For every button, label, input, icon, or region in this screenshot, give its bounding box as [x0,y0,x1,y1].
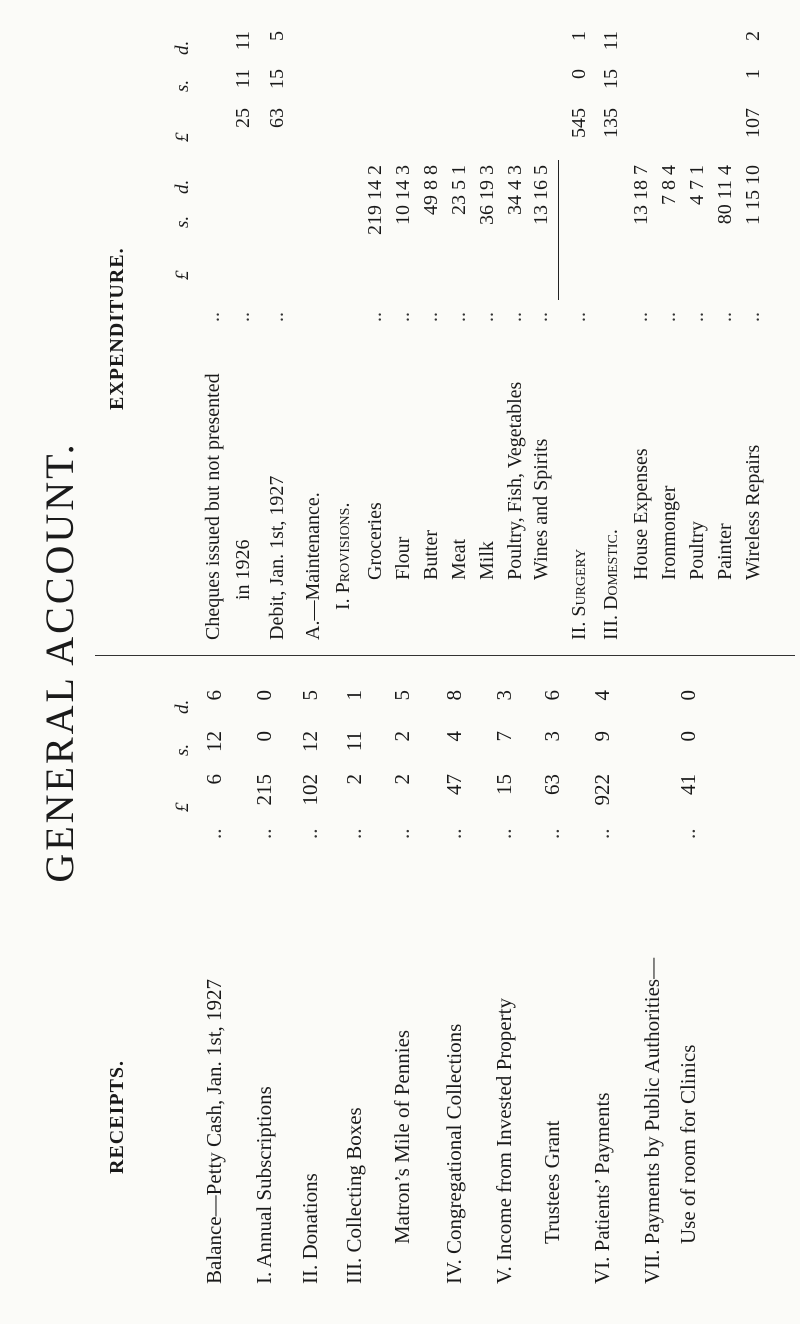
receipts-section [106,669,796,1284]
pence-value: 3 [492,690,516,701]
shillings-value: 1 [742,69,764,79]
pence-value: 11 [232,31,254,51]
pounds-value: 25 [232,108,254,128]
row-label: Ironmonger [658,485,680,580]
shillings-value: 15 [266,69,288,89]
inner-amount: 36 19 3 [476,165,498,225]
shillings-value: 0 [676,731,700,742]
row-label: II. Surgery [568,548,590,640]
row-label: Meat [448,538,470,580]
pounds-value: 215 [252,774,276,806]
inner-amount: 34 4 3 [504,165,526,215]
inner-amount: 13 16 5 [530,165,552,225]
leader-dots: .. [568,312,590,322]
inner-pence-header: d. [172,179,193,194]
pounds-value: 41 [676,774,700,795]
pounds-value: 6 [202,774,226,785]
leader-dots: .. [252,828,276,839]
shillings-value: 9 [590,731,614,742]
leader-dots: .. [590,828,614,839]
page-title: GENERAL ACCOUNT. [37,441,82,883]
expenditure-heading: EXPENDITURE. [106,247,128,410]
row-label: in 1926 [232,539,254,600]
row-label: Trustees Grant [540,1120,564,1244]
leader-dots: .. [492,828,516,839]
leader-dots: .. [530,312,552,322]
pence-value: 5 [298,690,322,701]
leader-dots: .. [342,828,366,839]
table-row [232,25,266,640]
table-row [590,669,624,1284]
leader-dots: .. [448,312,470,322]
pence-value: 6 [540,690,564,701]
pounds-value: 63 [540,774,564,795]
row-label: Wines and Spirits [530,438,552,580]
pounds-value: 47 [442,774,466,795]
table-row [390,669,424,1284]
table-row [332,25,366,640]
row-label: III. Domestic. [600,529,622,640]
row-label: VII. Payments by Public Authorities— [640,957,664,1284]
shillings-value: 2 [390,731,414,742]
inner-amount: 80 11 4 [714,165,736,225]
row-label: I. Annual Subscriptions [252,1086,276,1284]
shillings-header: s. [172,743,193,756]
leader-dots: .. [540,828,564,839]
table-row [568,25,602,640]
column-divider [95,655,795,656]
inner-amount: 13 18 7 [630,165,652,225]
row-label: Debit, Jan. 1st, 1927 [266,475,288,640]
shillings-header: s. [172,79,193,92]
shillings-value: 7 [492,731,516,742]
shillings-value: 12 [202,731,226,752]
row-label: Poultry [686,521,708,580]
pence-value: 0 [252,690,276,701]
pounds-value: 15 [492,774,516,795]
row-label: Balance—Petty Cash, Jan. 1st, 1927 [202,978,226,1284]
inner-shillings-header: s. [172,215,193,228]
table-row [202,669,236,1284]
pence-value: 5 [390,690,414,701]
inner-pounds-header: £ [172,270,193,280]
table-row [492,669,526,1284]
pence-value: 8 [442,690,466,701]
pounds-header: £ [172,802,193,812]
leader-dots: .. [476,312,498,322]
table-row [742,25,776,640]
table-row [676,669,710,1284]
pounds-value: 135 [600,108,622,138]
leader-dots: .. [420,312,442,322]
pence-value: 2 [742,31,764,41]
pence-value: 0 [676,690,700,701]
subtotal-rule [558,160,559,300]
leader-dots: .. [298,828,322,839]
leader-dots: .. [266,312,288,322]
row-label: Painter [714,523,736,580]
table-row [530,25,564,640]
leader-dots: .. [202,312,224,322]
inner-amount: 23 5 1 [448,165,470,215]
leader-dots: .. [392,312,414,322]
pence-value: 5 [266,31,288,41]
pounds-value: 63 [266,108,288,128]
leader-dots: .. [742,312,764,322]
row-label: Butter [420,530,442,580]
row-label: Wireless Repairs [742,444,764,580]
pence-header: d. [172,40,193,55]
pence-value: 11 [600,31,622,51]
row-label: V. Income from Invested Property [492,998,516,1284]
row-label: IV. Congregational Collections [442,1023,466,1284]
leader-dots: .. [504,312,526,322]
pence-value: 4 [590,690,614,701]
inner-amount: 10 14 3 [392,165,414,225]
pounds-value: 545 [568,108,590,138]
inner-amount: 1 15 10 [742,165,764,225]
inner-amount: 7 8 4 [658,165,680,205]
pounds-value: 102 [298,774,322,806]
inner-amount: 219 14 2 [364,165,386,235]
row-label: Cheques issued but not presented [202,373,224,640]
row-label: A.—Maintenance. [302,492,324,640]
shillings-value: 11 [232,69,254,89]
pounds-value: 2 [390,774,414,785]
leader-dots: .. [686,312,708,322]
inner-amount: 49 8 8 [420,165,442,215]
table-row [266,25,300,640]
leader-dots: .. [714,312,736,322]
pence-value: 6 [202,690,226,701]
row-label: House Expenses [630,448,652,580]
table-row [252,669,286,1284]
leader-dots: .. [676,828,700,839]
table-row [640,669,674,1284]
table-row [302,25,336,640]
inner-amount: 4 7 1 [686,165,708,205]
row-label: Matron’s Mile of Pennies [390,1029,414,1244]
expenditure-section [106,25,796,640]
shillings-value: 12 [298,731,322,752]
leader-dots: .. [202,828,226,839]
leader-dots: .. [390,828,414,839]
row-label: Use of room for Clinics [676,1044,700,1244]
pence-header: d. [172,699,193,714]
shillings-value: 15 [600,69,622,89]
leader-dots: .. [658,312,680,322]
table-row [298,669,332,1284]
pence-value: 1 [568,31,590,41]
shillings-value: 0 [252,731,276,742]
row-label: I. Provisions. [332,502,354,610]
leader-dots: .. [232,312,254,322]
row-label: VI. Patients’ Payments [590,1092,614,1284]
shillings-value: 4 [442,731,466,742]
receipts-heading: RECEIPTS. [106,1059,128,1174]
row-label: II. Donations [298,1173,322,1284]
pence-value: 1 [342,690,366,701]
pounds-value: 2 [342,774,366,785]
table-row [600,25,634,640]
row-label: Milk [476,541,498,580]
pounds-value: 107 [742,108,764,138]
row-label: Poultry, Fish, Vegetables [504,381,526,580]
row-label: III. Collecting Boxes [342,1107,366,1284]
pounds-header: £ [172,132,193,142]
pounds-value: 922 [590,774,614,806]
row-label: Flour [392,536,414,580]
shillings-value: 0 [568,69,590,79]
shillings-value: 3 [540,731,564,742]
row-label: Groceries [364,502,386,580]
table-row [540,669,574,1284]
shillings-value: 11 [342,731,366,752]
leader-dots: .. [442,828,466,839]
table-row [202,25,236,640]
table-row [442,669,476,1284]
leader-dots: .. [630,312,652,322]
table-row [342,669,376,1284]
leader-dots: .. [364,312,386,322]
